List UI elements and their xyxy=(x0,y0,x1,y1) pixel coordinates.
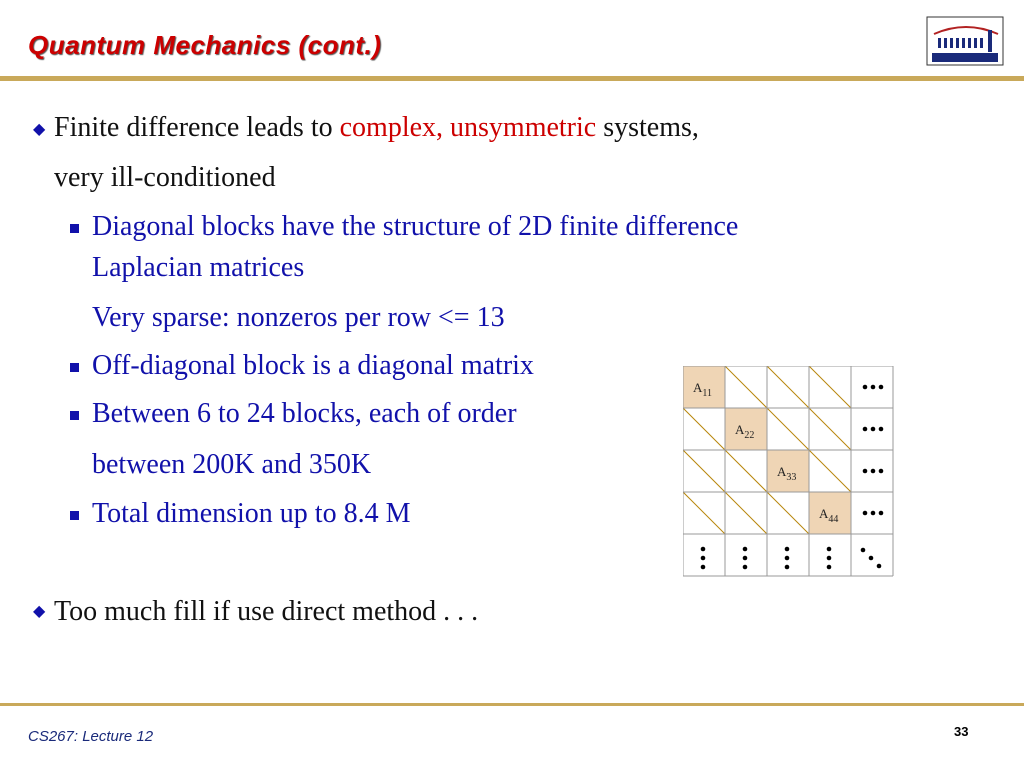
off-diagonal-block xyxy=(683,408,725,450)
off-diagonal-block xyxy=(683,492,725,534)
ellipsis-dot xyxy=(869,556,874,561)
ellipsis-dot xyxy=(827,547,832,552)
sub-bullet-diagonal-blocks: Diagonal blocks have the structure of 2D finite difference xyxy=(92,211,739,242)
square-bullet-icon xyxy=(70,411,79,420)
ellipsis-dot xyxy=(863,385,868,390)
ellipsis-dot xyxy=(879,385,884,390)
slide-title: Quantum Mechanics (cont.) xyxy=(28,30,382,60)
ellipsis-dot xyxy=(871,511,876,516)
ellipsis-dot xyxy=(879,511,884,516)
ellipsis-dot xyxy=(743,565,748,570)
ellipsis-dot xyxy=(871,385,876,390)
ellipsis-dot xyxy=(863,427,868,432)
sub-bullet-total-dimension: Total dimension up to 8.4 M xyxy=(92,498,411,529)
off-diagonal-block xyxy=(683,450,725,492)
ellipsis-dot xyxy=(785,565,790,570)
ellipsis-dot xyxy=(827,556,832,561)
ellipsis-dot xyxy=(863,469,868,474)
off-diagonal-block xyxy=(809,366,851,408)
ellipsis-dot xyxy=(879,427,884,432)
bullet-text-b: systems, xyxy=(596,112,699,143)
bullet-finite-difference xyxy=(54,112,699,144)
sub-bullet-blocks: Between 6 to 24 blocks, each of order xyxy=(92,398,517,429)
sub-bullet-off-diagonal: Off-diagonal block is a diagonal matrix xyxy=(92,350,534,381)
ellipsis-dot xyxy=(871,469,876,474)
diamond-bullet-icon: ◆ xyxy=(33,121,46,138)
highlight-text: complex, unsymmetric xyxy=(339,112,597,143)
ellipsis-dot xyxy=(871,427,876,432)
diagonal-block xyxy=(725,408,767,450)
off-diagonal-block xyxy=(809,408,851,450)
sub-bullet-sparse: Very sparse: nonzeros per row <= 13 xyxy=(92,302,505,333)
diagonal-block-label: $A_{33}$ xyxy=(777,464,797,483)
header-rule xyxy=(0,76,1024,81)
off-diagonal-block xyxy=(767,366,809,408)
diagonal-block-label: $A_{11}$ xyxy=(693,380,713,399)
ellipsis-dot xyxy=(701,556,706,561)
bullet-text-a: Finite difference leads to xyxy=(54,112,340,143)
diagonal-block-label: $A_{44}$ xyxy=(819,506,839,525)
ellipsis-dot xyxy=(877,564,882,569)
square-bullet-icon xyxy=(70,363,79,372)
ellipsis-dot xyxy=(785,547,790,552)
diagonal-block xyxy=(683,366,725,408)
ellipsis-dot xyxy=(879,469,884,474)
bullet-too-much-fill: Too much fill if use direct method . . . xyxy=(54,596,479,627)
ellipsis-dot xyxy=(861,548,866,553)
square-bullet-icon xyxy=(70,224,79,233)
ellipsis-dot xyxy=(863,511,868,516)
ellipsis-dot xyxy=(701,565,706,570)
diamond-bullet-icon: ◆ xyxy=(33,603,46,620)
block-matrix-diagram xyxy=(683,366,907,588)
ellipsis-dot xyxy=(827,565,832,570)
diagonal-block-label: $A_{22}$ xyxy=(735,422,755,441)
ellipsis-dot xyxy=(743,556,748,561)
off-diagonal-block xyxy=(725,366,767,408)
sub-bullet-continuation: Laplacian matrices xyxy=(92,252,305,283)
off-diagonal-block xyxy=(725,450,767,492)
ellipsis-dot xyxy=(701,547,706,552)
off-diagonal-block xyxy=(767,408,809,450)
off-diagonal-block xyxy=(725,492,767,534)
berkeley-lab-logo xyxy=(926,16,1004,66)
sub-bullet-order: between 200K and 350K xyxy=(92,449,372,480)
diagonal-block xyxy=(809,492,851,534)
square-bullet-icon xyxy=(70,511,79,520)
footer-rule xyxy=(0,703,1024,706)
off-diagonal-block xyxy=(809,450,851,492)
bullet-continuation: very ill-conditioned xyxy=(54,162,276,193)
ellipsis-dot xyxy=(785,556,790,561)
off-diagonal-block xyxy=(767,492,809,534)
diagonal-block xyxy=(767,450,809,492)
footer-course: CS267: Lecture 12 xyxy=(28,728,154,745)
ellipsis-dot xyxy=(743,547,748,552)
page-number: 33 xyxy=(954,724,969,739)
